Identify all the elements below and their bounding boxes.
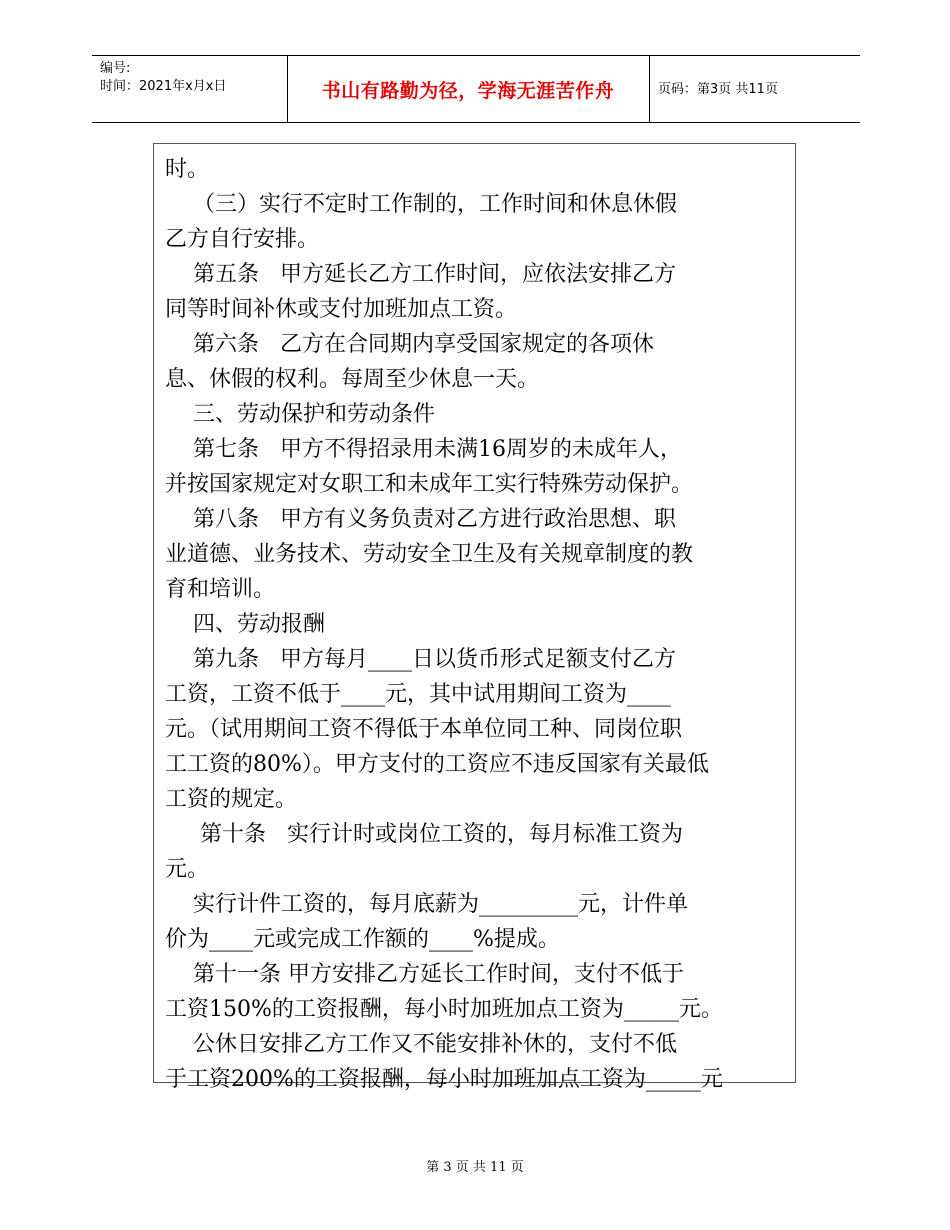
page-footer: 第 3 页 共 11 页 (426, 1160, 524, 1175)
text-line: 业道德、业务技术、劳动安全卫生及有关规章制度的教 (165, 542, 694, 567)
text-line: 第十一条 甲方安排乙方延长工作时间，支付不低于 (165, 962, 684, 987)
text-line: 第七条 甲方不得招录用未满16周岁的未成年人， (165, 437, 682, 462)
text-line: 实行计件工资的，每月底薪为_________元，计件单 (165, 892, 688, 917)
text-line: 乙方自行安排。 (165, 227, 320, 252)
text-line: 于工资200%的工资报酬，每小时加班加点工资为_____元 (165, 1067, 723, 1092)
header-time-label: 时间：2021年x月x日 (100, 79, 227, 94)
text-line: （三）实行不定时工作制的，工作时间和休息休假 (165, 192, 677, 217)
header-bottom-rule (92, 122, 860, 123)
header-page-info: 页码：第3页 共11页 (658, 82, 778, 97)
text-line: 工资，工资不低于____元，其中试用期间工资为____ (165, 682, 672, 707)
text-line: 工资的规定。 (165, 787, 298, 812)
text-line: 第八条 甲方有义务负责对乙方进行政治思想、职 (165, 507, 676, 532)
text-line: 育和培训。 (165, 577, 276, 602)
text-line: 同等时间补休或支付加班加点工资。 (165, 297, 518, 322)
text-line: 第六条 乙方在合同期内享受国家规定的各项休 (165, 332, 654, 357)
header-motto: 书山有路勤为径，学海无涯苦作舟 (321, 79, 615, 102)
text-line: 公休日安排乙方工作又不能安排补休的，支付不低 (165, 1032, 677, 1057)
text-line: 价为____元或完成工作额的____%提成。 (165, 927, 560, 952)
header-divider-right (649, 55, 650, 122)
content-body (165, 152, 790, 1097)
text-line: 工资150%的工资报酬，每小时加班加点工资为_____元。 (165, 997, 723, 1022)
text-line: 息、休假的权利。每周至少休息一天。 (165, 367, 540, 392)
text-line: 元。 (165, 857, 210, 882)
text-line: 元。（试用期间工资不得低于本单位同工种、同岗位职 (165, 717, 683, 742)
header-number-label: 编号: (100, 61, 131, 76)
text-line: 时。 (165, 157, 210, 182)
text-line: 并按国家规定对女职工和未成年工实行特殊劳动保护。 (165, 472, 694, 497)
section-heading: 四、劳动报酬 (165, 612, 325, 637)
text-line: 第九条 甲方每月____日以货币形式足额支付乙方 (165, 647, 676, 672)
text-line: 第十条 实行计时或岗位工资的，每月标准工资为 (165, 822, 683, 847)
section-heading: 三、劳动保护和劳动条件 (165, 402, 435, 427)
text-line: 工工资的80%）。甲方支付的工资应不违反国家有关最低 (165, 752, 709, 777)
text-line: 第五条 甲方延长乙方工作时间，应依法安排乙方 (165, 262, 676, 287)
